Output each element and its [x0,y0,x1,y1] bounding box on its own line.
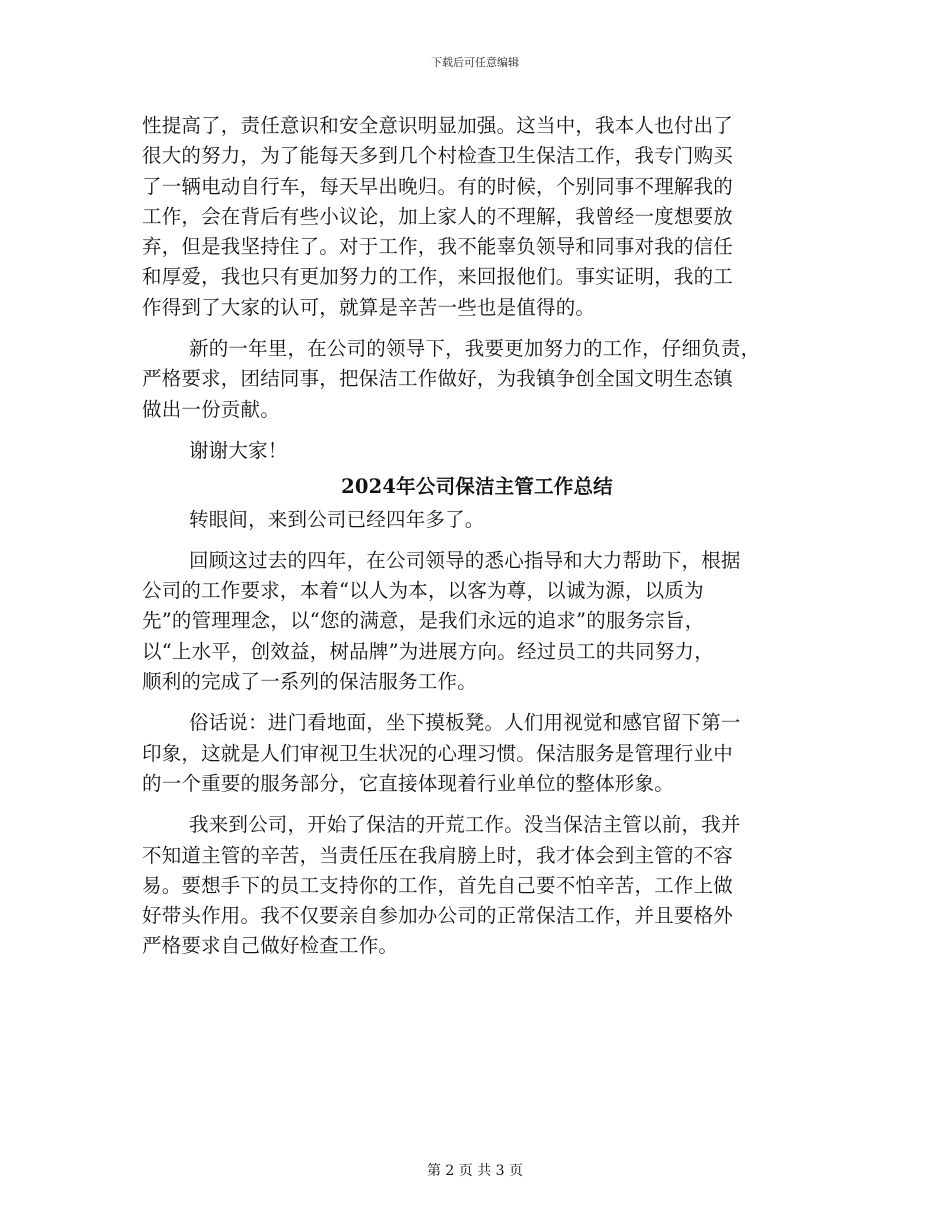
text-line: 了一辆电动自行车，每天早出晚归。有的时候，个别同事不理解我的 [142,174,734,198]
text-line: 做出一份贡献。 [142,397,280,421]
text-line: 易。要想手下的员工支持你的工作，首先自己要不怕辛苦，工作上做 [142,873,734,897]
text-line: 俗话说：进门看地面，坐下摸板凳。人们用视觉和感官留下第一 [189,711,741,735]
text-line: 公司的工作要求，本着“以人为本，以客为尊，以诚为源，以质为 [142,579,704,603]
paragraph [142,111,812,323]
text-line: 先”的管理理念，以“您的满意，是我们永远的追求”的服务宗旨， [142,609,705,633]
text-line: 新的一年里，在公司的领导下，我要更加努力的工作，仔细负责， [189,337,761,361]
text-line: 好带头作用。我不仅要亲自参加办公司的正常保洁工作，并且要格外 [142,904,734,928]
paragraph [142,708,812,799]
text-line: 以“上水平，创效益，树品牌”为进展方向。经过员工的共同努力， [142,639,714,663]
text-line: 不知道主管的辛苦，当责任压在我肩膀上时，我才体会到主管的不容 [142,843,734,867]
paragraph [142,436,812,466]
paragraph [142,505,812,535]
header-note: 下载后可任意编辑 [431,56,519,69]
text-line: 严格要求，团结同事，把保洁工作做好，为我镇争创全国文明生态镇 [142,367,734,391]
text-line: 弃，但是我坚持住了。对于工作，我不能辜负领导和同事对我的信任 [142,235,734,259]
text-line: 回顾这过去的四年，在公司领导的悉心指导和大力帮助下，根据 [189,548,741,572]
paragraph [142,546,812,697]
text-line: 顺利的完成了一系列的保洁服务工作。 [142,670,477,694]
text-line: 和厚爱，我也只有更加努力的工作，来回报他们。事实证明，我的工 [142,265,734,289]
page-number: 第 2 页 共 3 页 [426,1163,524,1179]
text-line: 性提高了，责任意识和安全意识明显加强。这当中，我本人也付出了 [142,114,734,137]
text-line: 严格要求自己做好检查工作。 [142,934,399,958]
text-line: 工作，会在背后有些小议论，加上家人的不理解，我曾经一度想要放 [142,204,734,228]
section-title: 2024年公司保洁主管工作总结 [341,475,613,499]
text-line: 作得到了大家的认可，就算是辛苦一些也是值得的。 [142,295,596,319]
text-line: 转眼间，来到公司已经四年多了。 [189,507,485,531]
document-body [142,111,812,962]
text-line: 印象，这就是人们审视卫生状况的心理习惯。保洁服务是管理行业中 [142,741,734,765]
paragraph [142,810,812,961]
text-line: 的一个重要的服务部分，它直接体现着行业单位的整体形象。 [142,771,674,795]
text-line: 很大的努力，为了能每天多到几个村检查卫生保洁工作，我专门购买 [142,144,734,168]
paragraph [142,334,812,425]
text-line: 谢谢大家！ [189,438,288,462]
text-line: 我来到公司，开始了保洁的开荒工作。没当保洁主管以前，我并 [189,813,741,837]
